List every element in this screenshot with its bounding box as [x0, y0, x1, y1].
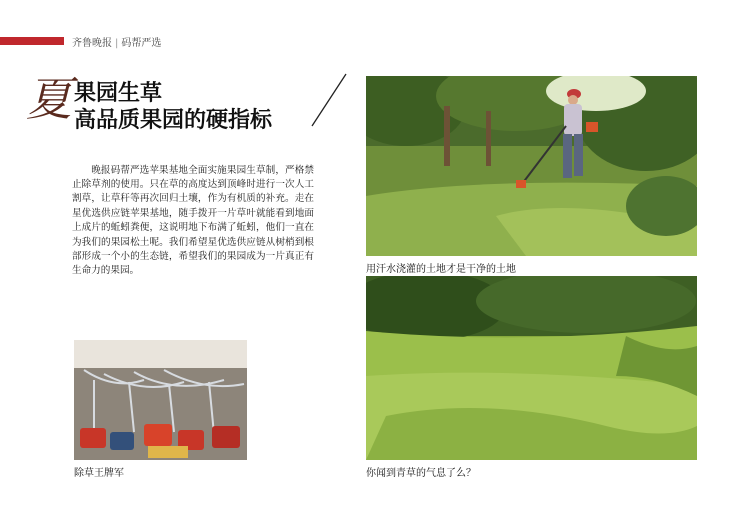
article-body: 晚报码帮严选苹果基地全面实施果园生草制，严格禁止除草剂的使用。只在草的高度达到顶峰时进行一次人工割草，让草秆等再次回归土壤，作为有机质的补充。走在星优选供应链苹果基地，随手拨开一片草叶就能看到地面上成片的蚯蚓粪便，这说明地下布满了蚯蚓，他们一直在为我们的果园松土呢。我们希望星优选供应链从树梢到根部形成一个小的生态链，希望我们的果园成为一片真正有生命力的果园。 [72, 164, 314, 277]
photo-worker-trimming [366, 76, 697, 256]
header-brand: 齐鲁晚报 [72, 38, 112, 49]
decorative-slash [308, 72, 348, 128]
page-header [72, 34, 161, 49]
photo-mowed-field [366, 276, 697, 460]
header-section: 码帮严选 [121, 38, 162, 49]
photo-brush-cutters [74, 340, 247, 460]
caption-field: 你闻到青草的气息了么？ [366, 468, 476, 479]
header-separator: | [115, 38, 119, 49]
season-calligraphy-char: 夏 [26, 72, 72, 126]
caption-cutters: 除草王牌军 [74, 468, 124, 479]
title-line-2: 高品质果园的硬指标 [74, 108, 273, 133]
title-line-1: 果园生草 [74, 81, 163, 106]
article-title [26, 72, 336, 132]
caption-worker: 用汗水浇灌的土地才是干净的土地 [366, 264, 516, 275]
section-accent-bar [0, 37, 64, 45]
